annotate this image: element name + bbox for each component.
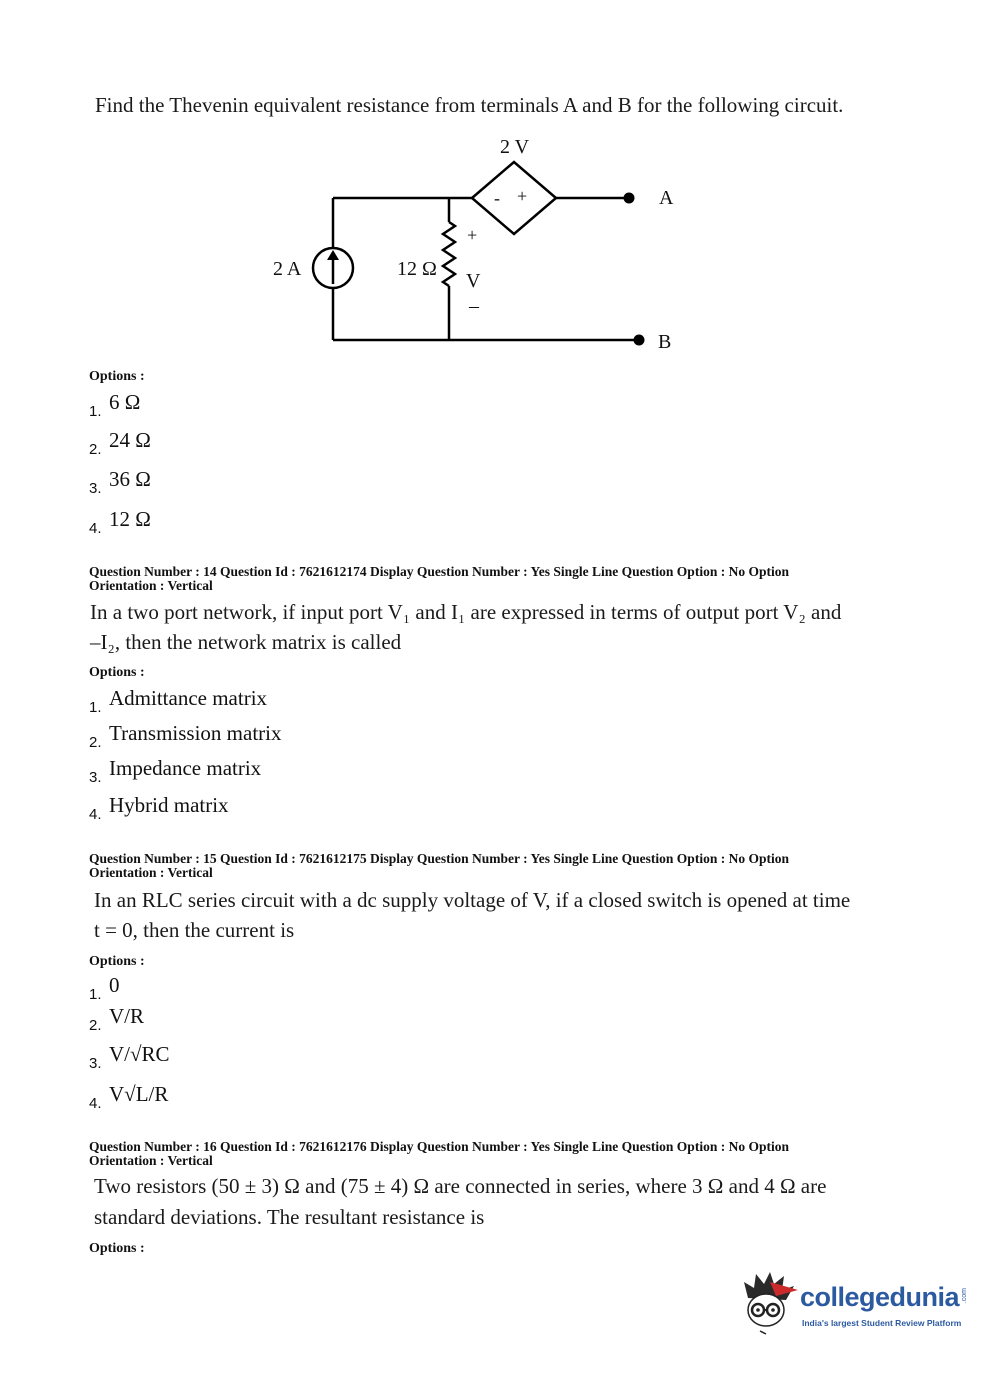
q16-meta [89,1140,789,1168]
option-text: V/√RC [109,1042,170,1066]
q15-option-4[interactable] [89,1082,169,1112]
q13-options-label: Options : [89,369,145,384]
q15-meta-line2: Orientation : Vertical [89,865,213,880]
option-number: 4. [89,806,102,823]
option-number: 3. [89,480,102,497]
q16-text-line2: standard deviations. The resultant resistance is [94,1205,485,1229]
option-text: 6 Ω [109,390,141,414]
q15-meta [89,852,789,880]
logo-tagline: India's largest Student Review Platform [802,1318,962,1328]
q14-option-3[interactable] [89,756,262,786]
dependent-voltage-source [472,162,556,234]
q14-option-1[interactable] [89,686,268,716]
terminal-b-label: B [658,331,672,353]
q14-text-line1: In a two port network, if input port V₁ and I₁ are expressed in terms of output port V₂ and [90,600,842,624]
option-number: 4. [89,1095,102,1112]
q14-text-line2: –I₂, then the network matrix is called [90,630,402,654]
q15-meta-line1: Question Number : 15 Question Id : 7621612175 Display Question Number : Yes Single Line Question Option : No Option [89,851,789,866]
option-number: 1. [89,986,102,1003]
option-text: 24 Ω [109,428,151,452]
terminal-a-label: A [659,187,674,209]
dependent-source-label: 2 V [500,136,530,158]
q14-meta [89,565,789,593]
option-text: V√L/R [109,1082,169,1106]
q14-option-4[interactable] [89,793,229,823]
q13-option-2[interactable] [89,428,151,458]
resistor-label: 12 Ω [397,258,437,280]
question-16-text [94,1171,826,1232]
q15-text-line1: In an RLC series circuit with a dc supply voltage of V, if a closed switch is opened at time [94,888,851,912]
option-text: Admittance matrix [109,686,268,710]
option-number: 2. [89,441,102,458]
terminal-a-dot [624,193,635,204]
q15-option-2[interactable] [89,1004,145,1034]
q14-option-2[interactable] [89,721,282,751]
q15-text-line2: t = 0, then the current is [94,918,295,942]
option-text: V/R [109,1004,145,1028]
q16-meta-line2: Orientation : Vertical [89,1153,213,1168]
diamond-minus: - [494,188,500,208]
q15-options-label: Options : [89,954,145,969]
option-number: 1. [89,699,102,716]
option-text: Hybrid matrix [109,793,229,817]
option-text: Impedance matrix [109,756,262,780]
q13-option-4[interactable] [89,507,151,537]
question-14-text [90,597,841,657]
question-15-text [94,885,850,945]
q13-option-1[interactable] [89,390,141,420]
q15-option-3[interactable] [89,1042,170,1072]
q16-text-line1: Two resistors (50 ± 3) Ω and (75 ± 4) Ω are connected in series, where 3 Ω and 4 Ω are [94,1174,827,1198]
option-text: 36 Ω [109,467,151,491]
option-number: 2. [89,734,102,751]
option-number: 4. [89,520,102,537]
q14-meta-line2: Orientation : Vertical [89,578,213,593]
circuit-diagram [0,0,1000,370]
diamond-plus: + [517,186,528,206]
voltage-label: V [466,270,481,292]
q15-option-1[interactable] [89,973,120,1003]
option-text: 0 [109,973,120,997]
q16-meta-line1: Question Number : 16 Question Id : 7621612176 Display Question Number : Yes Single Line Question Option : No Option [89,1139,789,1154]
current-source-label: 2 A [273,258,302,280]
voltage-minus: – [469,295,479,317]
logo-com: .com [961,1288,968,1304]
logo-name: collegedunia [800,1282,960,1312]
question-13-text: Find the Thevenin equivalent resistance from terminals A and B for the following circuit. [95,93,844,117]
q16-options-label: Options : [89,1241,145,1256]
mascot-icon [740,1268,802,1338]
voltage-plus: + [467,225,478,245]
option-text: Transmission matrix [109,721,282,745]
collegedunia-logo [740,1268,980,1338]
q13-option-3[interactable] [89,467,151,497]
resistor-zigzag [443,222,455,286]
option-number: 1. [89,403,102,420]
option-text: 12 Ω [109,507,151,531]
option-number: 2. [89,1017,102,1034]
option-number: 3. [89,1055,102,1072]
q14-options-label: Options : [89,665,145,680]
terminal-b-dot [634,335,645,346]
option-number: 3. [89,769,102,786]
q14-meta-line1: Question Number : 14 Question Id : 7621612174 Display Question Number : Yes Single Line Question Option : No Option [89,564,789,579]
